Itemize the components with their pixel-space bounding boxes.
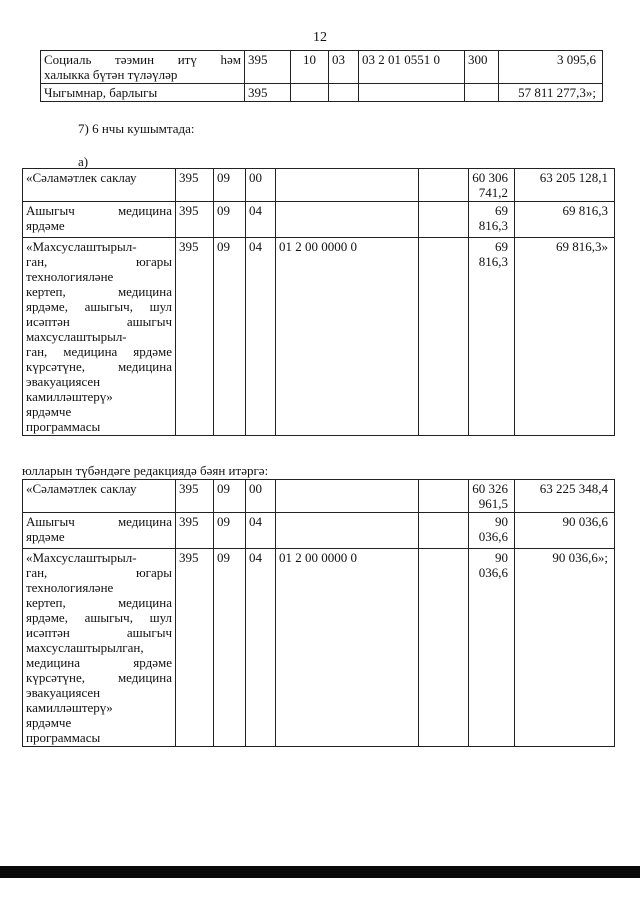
cell-code: 395	[176, 238, 214, 436]
cell-sub: 04	[246, 238, 276, 436]
row-name-line: махсуслаштырыл-	[26, 329, 127, 344]
row-name-line: эвакуациясен	[26, 685, 101, 700]
row-name-cell	[23, 513, 176, 549]
cell-target	[276, 480, 419, 513]
row-name-line: исәптән ашыгыч	[26, 625, 172, 640]
row-name-line: «Махсуслаштырыл-	[26, 550, 137, 565]
row-name-line: «Махсуслаштырыл-	[26, 239, 137, 254]
cell-sum2: 90 036,6»;	[515, 549, 615, 747]
row-name-cell	[41, 51, 245, 84]
cell-sec: 09	[214, 513, 246, 549]
row-name-line: Ашыгыч медицина	[26, 514, 172, 529]
cell-sum1: 60 326 961,5	[469, 480, 515, 513]
row-name-line: технологияләне	[26, 269, 114, 284]
table-row	[23, 549, 615, 747]
row-name-cell	[23, 480, 176, 513]
row-name-line: ган, медицина ярдәме	[26, 344, 172, 359]
cell-sum1: 60 306 741,2	[469, 169, 515, 202]
cell-sub: 04	[246, 549, 276, 747]
cell-target: 03 2 01 0551 0	[359, 51, 465, 84]
cell-target: 01 2 00 0000 0	[276, 238, 419, 436]
cell-sub: 00	[246, 169, 276, 202]
cell-type	[419, 202, 469, 238]
cell-type	[419, 169, 469, 202]
cell-target	[359, 84, 465, 102]
cell-code: 395	[176, 202, 214, 238]
row-name-cell	[23, 169, 176, 202]
table-row	[23, 513, 615, 549]
cell-sec: 09	[214, 238, 246, 436]
row-name-line: «Сәламәтлек саклау	[26, 481, 137, 496]
cell-type	[419, 513, 469, 549]
cell-target	[276, 513, 419, 549]
cell-sum2: 69 816,3	[515, 202, 615, 238]
row-name-line: камилләштерү»	[26, 389, 113, 404]
cell-sum2: 57 811 277,3»;	[499, 84, 603, 102]
row-name-line: күрсәтүне, медицина	[26, 670, 172, 685]
row-name-line: ган, югары	[26, 565, 172, 580]
cell-target: 01 2 00 0000 0	[276, 549, 419, 747]
table-row	[23, 238, 615, 436]
cell-sum2: 3 095,6	[499, 51, 603, 84]
cell-sec	[291, 84, 329, 102]
table-row	[41, 51, 603, 84]
cell-target	[276, 202, 419, 238]
cell-sub: 04	[246, 513, 276, 549]
paragraph-7: 7) 6 нчы кушымтада:	[78, 121, 195, 136]
row-name-cell	[23, 238, 176, 436]
row-name-line: ган, югары	[26, 254, 172, 269]
table-row	[23, 202, 615, 238]
cell-type: 300	[465, 51, 499, 84]
cell-sub: 03	[329, 51, 359, 84]
row-name-line: Ашыгыч медицина	[26, 203, 172, 218]
cell-sum1: 90 036,6	[469, 549, 515, 747]
row-name-line: «Сәламәтлек саклау	[26, 170, 137, 185]
row-name-line: программасы	[26, 730, 101, 745]
cell-sum2: 63 205 128,1	[515, 169, 615, 202]
row-name-line: ярдәмче	[26, 715, 72, 730]
cell-sub	[329, 84, 359, 102]
row-name-cell	[23, 549, 176, 747]
row-name-line: ярдәме	[26, 529, 65, 544]
paragraph-replace: юлларын түбәндәге редакциядә бәян итәргә:	[22, 463, 269, 478]
row-name-line: Социаль тәэмин итү һәм	[44, 52, 241, 67]
cell-sec: 09	[214, 480, 246, 513]
cell-sum2: 90 036,6	[515, 513, 615, 549]
cell-sub: 04	[246, 202, 276, 238]
cell-sum2: 69 816,3»	[515, 238, 615, 436]
row-name-line: ярдәме	[26, 218, 65, 233]
row-name-line: камилләштерү»	[26, 700, 113, 715]
cell-sec: 10	[291, 51, 329, 84]
cell-code: 395	[176, 513, 214, 549]
scan-border	[0, 866, 640, 878]
row-name-line: ярдәме, ашыгыч, шул	[26, 299, 172, 314]
page-number: 12	[313, 30, 327, 45]
cell-type	[419, 480, 469, 513]
table-row	[23, 169, 615, 202]
cell-sum1: 69 816,3	[469, 238, 515, 436]
paragraph-a: а)	[78, 154, 89, 169]
row-name-line: исәптән ашыгыч	[26, 314, 172, 329]
table-a	[22, 168, 615, 436]
row-name-line: кертеп, медицина	[26, 284, 172, 299]
row-name-cell	[23, 202, 176, 238]
row-name-cell	[41, 84, 245, 102]
cell-code: 395	[245, 84, 291, 102]
cell-sum1: 90 036,6	[469, 513, 515, 549]
table-row	[23, 480, 615, 513]
cell-sec: 09	[214, 202, 246, 238]
cell-sub: 00	[246, 480, 276, 513]
row-name-line: ярдәмче	[26, 404, 72, 419]
row-name-line: кертеп, медицина	[26, 595, 172, 610]
row-name-line: махсуслаштырылган,	[26, 640, 144, 655]
row-name-line: медицина ярдәме	[26, 655, 172, 670]
row-name-line: халыкка бүтән түләүләр	[44, 67, 178, 82]
cell-sum1: 69 816,3	[469, 202, 515, 238]
cell-type	[419, 238, 469, 436]
top-expenditure-table	[40, 50, 603, 102]
cell-sec: 09	[214, 549, 246, 747]
row-name-line: программасы	[26, 419, 101, 434]
cell-target	[276, 169, 419, 202]
cell-code: 395	[176, 480, 214, 513]
cell-type	[419, 549, 469, 747]
row-name-line: ярдәме, ашыгыч, шул	[26, 610, 172, 625]
cell-sum2: 63 225 348,4	[515, 480, 615, 513]
row-name-line: эвакуациясен	[26, 374, 101, 389]
row-name-line: технологияләне	[26, 580, 114, 595]
table-b	[22, 479, 615, 747]
cell-type	[465, 84, 499, 102]
row-name-line: күрсәтүне, медицина	[26, 359, 172, 374]
row-name-line: Чыгымнар, барлыгы	[44, 85, 158, 100]
table-row	[41, 84, 603, 102]
cell-code: 395	[245, 51, 291, 84]
cell-sec: 09	[214, 169, 246, 202]
cell-code: 395	[176, 169, 214, 202]
cell-code: 395	[176, 549, 214, 747]
